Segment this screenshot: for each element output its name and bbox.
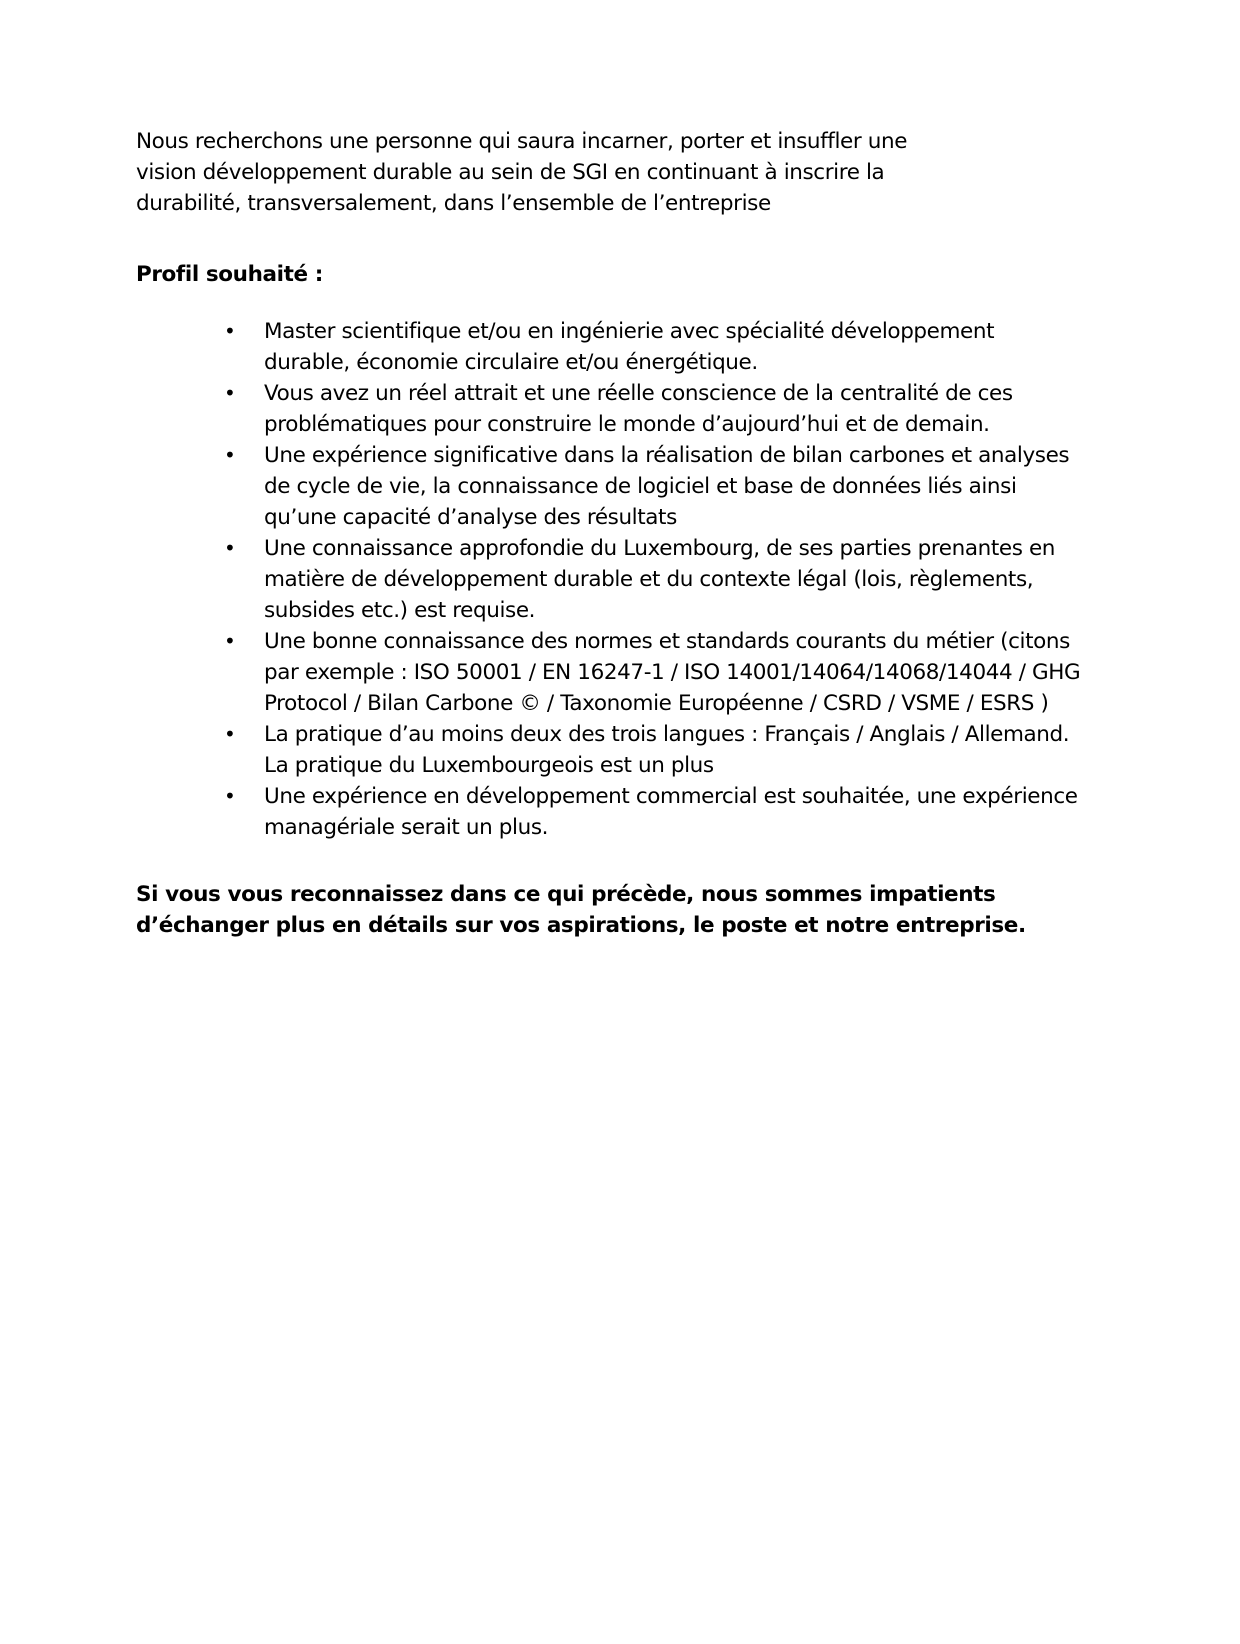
closing-paragraph: Si vous vous reconnaissez dans ce qui précède, nous sommes impatients d’échanger plus en détails sur vos aspirations, le poste et notre entreprise. bbox=[136, 882, 1026, 938]
intro-paragraph: Nous recherchons une personne qui saura incarner, porter et insuffler une vision développement durable au sein de SGI en continuant à inscrire la durabilité, transversalement, dans l’ensemble de l’entreprise bbox=[136, 129, 908, 216]
list-item bbox=[224, 719, 1084, 781]
list-item-text: Une expérience significative dans la réalisation de bilan carbones et analyses de cycle de vie, la connaissance de logiciel et base de données liés ainsi qu’une capacité d’analyse des résultats bbox=[264, 443, 1070, 530]
bullet-icon: • bbox=[224, 319, 236, 343]
bullet-icon: • bbox=[224, 443, 236, 467]
list-item bbox=[224, 440, 1084, 533]
profile-requirements-list bbox=[136, 316, 1096, 843]
bullet-icon: • bbox=[224, 722, 236, 746]
bullet-icon: • bbox=[224, 629, 236, 653]
bullet-icon: • bbox=[224, 536, 236, 560]
list-item bbox=[224, 378, 1084, 440]
bullet-icon: • bbox=[224, 381, 236, 405]
list-item-text: Une expérience en développement commercial est souhaitée, une expérience managériale serait un plus. bbox=[264, 784, 1078, 840]
list-item-text: La pratique d’au moins deux des trois langues : Français / Anglais / Allemand. La pratique du Luxembourgeois est un plus bbox=[264, 722, 1070, 778]
list-item-text: Une bonne connaissance des normes et standards courants du métier (citons par exemple : ISO 50001 / EN 16247-1 / ISO 14001/14064/14068/14044 / GHG Protocol / Bilan Carbone © / Taxonomie Européenne / CSRD / VSME / ESRS ) bbox=[264, 629, 1081, 716]
list-item-text: Vous avez un réel attrait et une réelle conscience de la centralité de ces problématiques pour construire le monde d’aujourd’hui et de demain. bbox=[264, 381, 1013, 437]
document-page bbox=[136, 126, 1096, 941]
list-item bbox=[224, 626, 1084, 719]
list-item bbox=[224, 533, 1084, 626]
list-item-text: Master scientifique et/ou en ingénierie avec spécialité développement durable, économie circulaire et/ou énergétique. bbox=[264, 319, 995, 375]
list-item bbox=[224, 781, 1084, 843]
list-item-text: Une connaissance approfondie du Luxembourg, de ses parties prenantes en matière de développement durable et du contexte légal (lois, règlements, subsides etc.) est requise. bbox=[264, 536, 1056, 623]
list-item bbox=[224, 316, 1084, 378]
profile-heading: Profil souhaité : bbox=[136, 262, 323, 287]
bullet-icon: • bbox=[224, 784, 236, 808]
